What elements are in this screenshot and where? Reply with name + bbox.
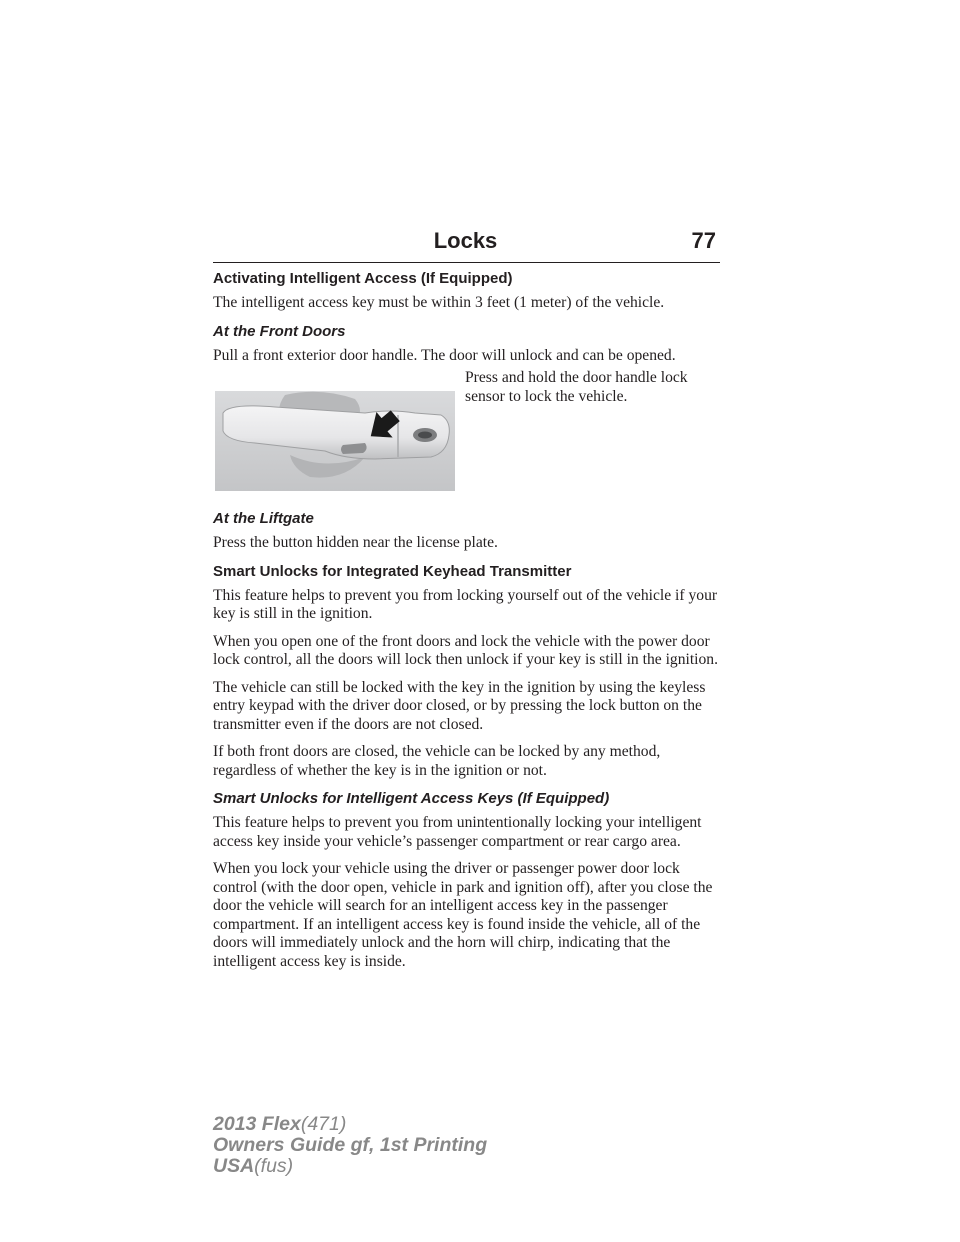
paragraph-keyhead-1: This feature helps to prevent you from locking yourself out of the vehicle if your key is still in the ignition. [213, 586, 718, 622]
door-handle-figure [215, 391, 455, 491]
footer-model-code: (471) [300, 1113, 347, 1135]
figure-row [213, 369, 723, 499]
door-handle-lock-sensor-illustration [215, 391, 455, 491]
subheading-liftgate: At the Liftgate [213, 510, 314, 527]
heading-smart-unlocks-keyhead: Smart Unlocks for Integrated Keyhead Transmitter [213, 562, 572, 580]
page-footer [213, 1114, 487, 1177]
footer-guide: Owners Guide gf, 1st Printing [213, 1134, 488, 1156]
paragraph-liftgate-button: Press the button hidden near the license plate. [213, 534, 498, 551]
subheading-smart-unlocks-intelligent: Smart Unlocks for Intelligent Access Keys (If Equipped) [213, 790, 610, 807]
paragraph-intelligent-1: This feature helps to prevent you from unintentionally locking your intelligent access key inside your vehicle’s passenger compartment or rear cargo area. [213, 814, 702, 850]
subheading-front-doors: At the Front Doors [213, 322, 346, 340]
section-title: Locks [433, 228, 498, 253]
page-header [213, 226, 720, 263]
paragraph-press-hold-lock: Press and hold the door handle lock sensor to lock the vehicle. [465, 369, 688, 405]
paragraph-keyhead-3: The vehicle can still be locked with the key in the ignition by using the keyless entry keypad with the driver door closed, or by pressing the lock button on the transmitter even if the doors are not closed. [213, 678, 706, 733]
footer-market-code: (fus) [254, 1155, 294, 1177]
footer-market-line [213, 1156, 487, 1177]
heading-activating-intelligent-access: Activating Intelligent Access (If Equipped) [213, 270, 513, 287]
page-number: 77 [691, 228, 716, 253]
paragraph-keyhead-2: When you open one of the front doors and lock the vehicle with the power door lock control, all the doors will lock then unlock if your key is still in the ignition. [213, 632, 718, 668]
paragraph-key-range: The intelligent access key must be within 3 feet (1 meter) of the vehicle. [213, 294, 665, 311]
footer-market: USA [213, 1155, 255, 1177]
footer-model: 2013 Flex [213, 1113, 301, 1135]
page-body [213, 269, 723, 980]
paragraph-intelligent-2: When you lock your vehicle using the driver or passenger power door lock control (with the door open, vehicle in park and ignition off), after you close the door the vehicle will search for an intelligent access key in the passenger compartment. If an intelligent access key is found inside the vehicle, all of the doors will immediately unlock and the horn will chirp, indicating that the intelligent access key is inside. [213, 860, 713, 970]
footer-model-line [213, 1114, 487, 1135]
paragraph-keyhead-4: If both front doors are closed, the vehicle can be locked by any method, regardless of whether the key is in the ignition or not. [213, 743, 661, 779]
paragraph-pull-handle: Pull a front exterior door handle. The door will unlock and can be opened. [213, 346, 676, 364]
